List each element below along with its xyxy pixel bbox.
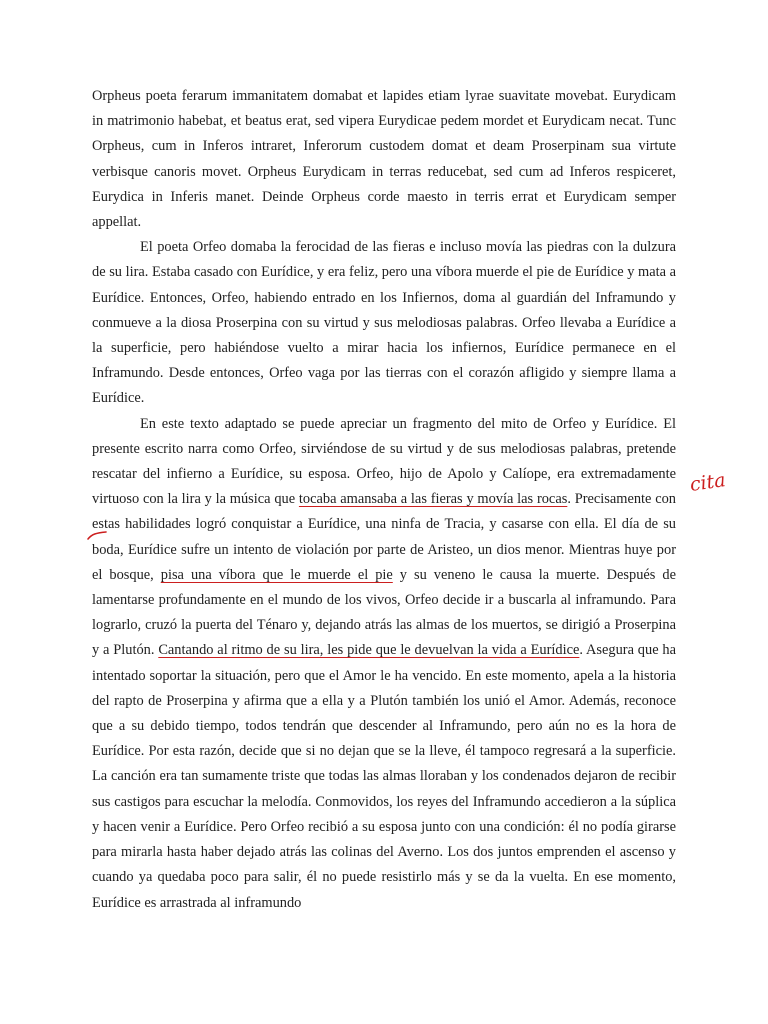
underline-start-mark	[86, 531, 108, 541]
analysis-text-1: En este texto adaptado se puede apreciar un fragmento del mito de Orfeo y Eurídice. El presente escrito narra como Orfeo, sirviéndose de su virtud y de sus melodiosas palabras, pretende rescatar del infierno a Eurídice, su esposa. Orfeo, hijo de Apolo y Calíope, era extremadamente virtuoso con la lira y la música que	[92, 415, 676, 508]
analysis-text-2: . Precisamente con estas habilidades logró conquistar a Eurídice, una ninfa de Tracia, y casarse con ella. El día de su boda, Eurídice sufre un intento de violación por parte de Aristeo, un dios menor. Mientras huye por el bosque,	[92, 491, 676, 583]
analysis-paragraph	[92, 412, 676, 916]
latin-paragraph: Orpheus poeta ferarum immanitatem domabat et lapides etiam lyrae suavitate movebat. Eurydicam in matrimonio habebat, et beatus erat, sed vipera Eurydicae pedem mordet et Eurydicam necat. Tunc Orpheus, cum in Inferos intraret, Inferorum custodem domat et deam Proserpinam sua virtute verbisque canoris movet. Orpheus Eurydicam in terras reducebat, sed cum ad Inferos respiceret, Eurydica in Inferis manet. Deinde Orpheus corde maesto in terris errat et Eurydicam semper appellat.	[92, 88, 676, 231]
translation-paragraph: El poeta Orfeo domaba la ferocidad de las fieras e incluso movía las piedras con la dulzura de su lira. Estaba casado con Eurídice, y era feliz, pero una víbora muerde el pie de Eurídice y mata a Eurídice. Entonces, Orfeo, habiendo entrado en los Infiernos, doma al guardián del Inframundo y conmueve a la diosa Proserpina con su virtud y sus melodiosas palabras. Orfeo llevaba a Eurídice a la superficie, pero habiéndose vuelto a mirar hacia los infiernos, Eurídice permanece en el Inframundo. Desde entonces, Orfeo vaga por las tierras con el corazón afligido y siempre llama a Eurídice.	[92, 239, 676, 407]
analysis-text-4: . Asegura que ha intentado soportar la situación, pero que el Amor le ha vencido. En este momento, apela a la historia del rapto de Proserpina y afirma que a ella y a Plutón también los unió el Amor. Además, reconoce que a su debido tiempo, todos tendrán que descender al Inframundo, pero aún no es la hora de Eurídice. Por esta razón, decide que si no dejan que se la lleve, él tampoco regresará a la superficie. La canción era tan sumamente triste que todas las almas lloraban y los condenados dejaron de recibir sus castigos para escuchar la melodía. Conmovidos, los reyes del Inframundo accedieron a la súplica y hacen venir a Eurídice. Pero Orfeo recibió a su esposa junto con una condición: él no podía girarse para mirarla hasta haber dejado atrás las colinas del Averno. Los dos juntos emprenden el ascenso y cuando ya quedaba poco para salir, él no puede resistirlo más y se da la vuelta. En ese momento, Eurídice es arrastrada al inframundo	[92, 642, 677, 911]
document-body	[92, 84, 676, 916]
underlined-quote-1: tocaba amansaba a las fieras y movía las rocas	[298, 491, 568, 508]
margin-annotation-cita: cita	[688, 469, 727, 496]
underlined-quote-2: pisa una víbora que le muerde el pie	[160, 566, 393, 583]
underlined-quote-3: Cantando al ritmo de su lira, les pide que le devuelvan la vida a Eurídice	[158, 642, 580, 659]
analysis-text-3: y su veneno le causa la muerte. Después de lamentarse profundamente en el mundo de los vivos, Orfeo decide ir a buscarla al inframundo. Para lograrlo, cruzó la puerta del Ténaro y, dejando atrás las almas de los muertos, se dirigió a Proserpina y a Plutón.	[92, 566, 676, 659]
